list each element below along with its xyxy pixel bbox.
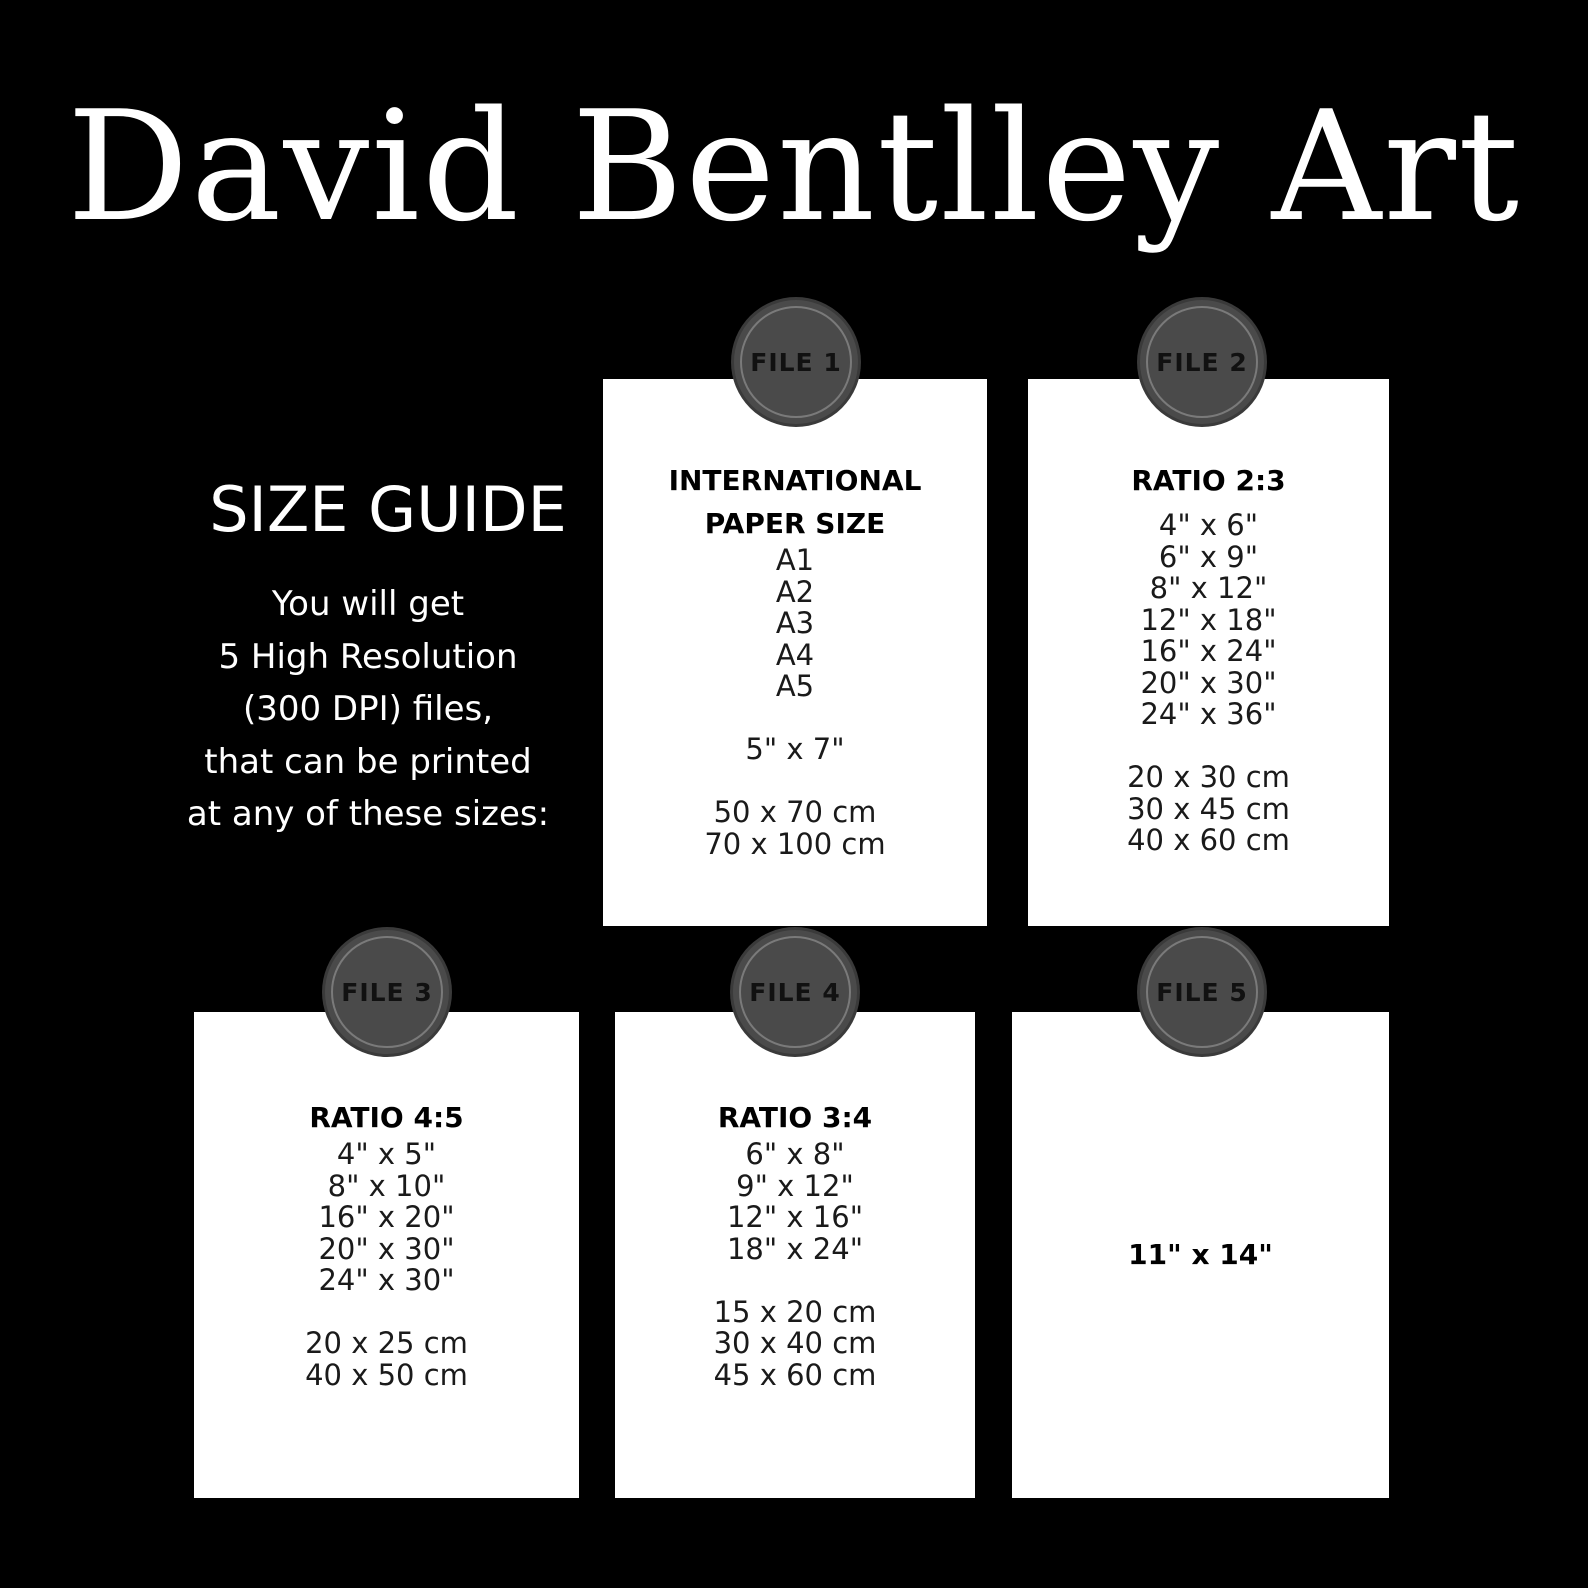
size-value: 15 x 20 cm <box>713 1294 877 1329</box>
file-5-badge <box>1140 930 1264 1054</box>
size-value: 6" x 9" <box>1158 539 1259 574</box>
intro-line: that can be printed <box>204 741 532 782</box>
file-4-content <box>615 1096 975 1391</box>
brand-title: David Bentlley Art <box>66 78 1522 255</box>
size-value: 50 x 70 cm <box>713 795 877 829</box>
size-value: A5 <box>775 669 815 703</box>
size-spacer <box>603 766 987 798</box>
size-value: 40 x 50 cm <box>305 1357 468 1392</box>
file-2-content <box>1028 459 1389 857</box>
size-value: 9" x 12" <box>736 1168 854 1203</box>
file-3-card <box>194 1012 579 1498</box>
file-4-heading: RATIO 3:4 <box>717 1101 873 1134</box>
file-1-badge <box>734 300 858 424</box>
size-value: 4" x 5" <box>336 1137 437 1171</box>
size-value: 12" x 18" <box>1140 602 1277 637</box>
size-value: 30 x 45 cm <box>1127 791 1290 826</box>
file-1-card <box>603 379 987 926</box>
file-4-badge <box>733 930 857 1054</box>
intro-text <box>168 578 568 841</box>
size-value: 18" x 24" <box>726 1231 864 1266</box>
intro-line: You will get <box>271 584 465 624</box>
file-3-badge <box>325 930 449 1054</box>
file-2-card <box>1028 379 1389 926</box>
size-value: 8" x 10" <box>327 1168 446 1203</box>
file-4-card <box>615 1012 975 1498</box>
file-5-content <box>1012 1235 1389 1275</box>
file-3-content <box>194 1096 579 1391</box>
file-1-content <box>603 459 987 860</box>
size-value: A1 <box>775 543 815 577</box>
file-1-size-list <box>603 545 987 860</box>
size-value: 70 x 100 cm <box>704 826 886 861</box>
size-value: 5" x 7" <box>745 732 845 766</box>
size-value: 20" x 30" <box>318 1231 455 1266</box>
file-2-size-list <box>1028 510 1389 857</box>
file-3-size-list <box>194 1139 579 1391</box>
size-value: 4" x 6" <box>1158 508 1259 542</box>
size-value: 12" x 16" <box>726 1200 864 1234</box>
size-value: A3 <box>775 606 815 640</box>
size-value: 24" x 30" <box>318 1263 455 1297</box>
file-3-badge-label: FILE 3 <box>341 977 433 1007</box>
size-value: 8" x 12" <box>1149 571 1268 605</box>
intro-line: 5 High Resolution <box>218 636 518 677</box>
file-5-size: 11" x 14" <box>1128 1238 1273 1271</box>
size-value: 24" x 36" <box>1140 697 1277 731</box>
file-1-heading: INTERNATIONAL <box>668 464 922 497</box>
size-value: 20 x 30 cm <box>1127 760 1290 794</box>
file-1-badge-label: FILE 1 <box>750 347 842 377</box>
size-value: 30 x 40 cm <box>713 1326 877 1360</box>
size-value: 20 x 25 cm <box>305 1326 468 1360</box>
size-spacer <box>603 703 987 735</box>
file-4-badge-label: FILE 4 <box>749 977 841 1007</box>
intro-line: at any of these sizes: <box>186 794 550 834</box>
file-3-heading: RATIO 4:5 <box>309 1101 464 1134</box>
size-value: 16" x 24" <box>1140 634 1277 668</box>
file-1-heading: PAPER SIZE <box>704 507 886 540</box>
size-value: A2 <box>775 574 815 609</box>
size-spacer <box>194 1297 579 1329</box>
size-spacer <box>1028 731 1389 763</box>
size-guide-heading: SIZE GUIDE <box>209 473 567 546</box>
intro-line: (300 DPI) files, <box>242 689 494 729</box>
size-value: 20" x 30" <box>1140 665 1277 700</box>
size-value: 45 x 60 cm <box>713 1357 877 1392</box>
file-2-badge <box>1140 300 1264 424</box>
size-value: 16" x 20" <box>318 1200 455 1234</box>
file-5-badge-label: FILE 5 <box>1156 977 1248 1007</box>
file-2-badge-label: FILE 2 <box>1156 347 1248 377</box>
file-4-size-list <box>615 1139 975 1391</box>
file-2-heading: RATIO 2:3 <box>1131 464 1286 497</box>
file-5-card <box>1012 1012 1389 1498</box>
size-value: 40 x 60 cm <box>1127 823 1290 857</box>
size-value: A4 <box>775 637 815 672</box>
size-spacer <box>615 1265 975 1297</box>
size-value: 6" x 8" <box>745 1137 845 1171</box>
